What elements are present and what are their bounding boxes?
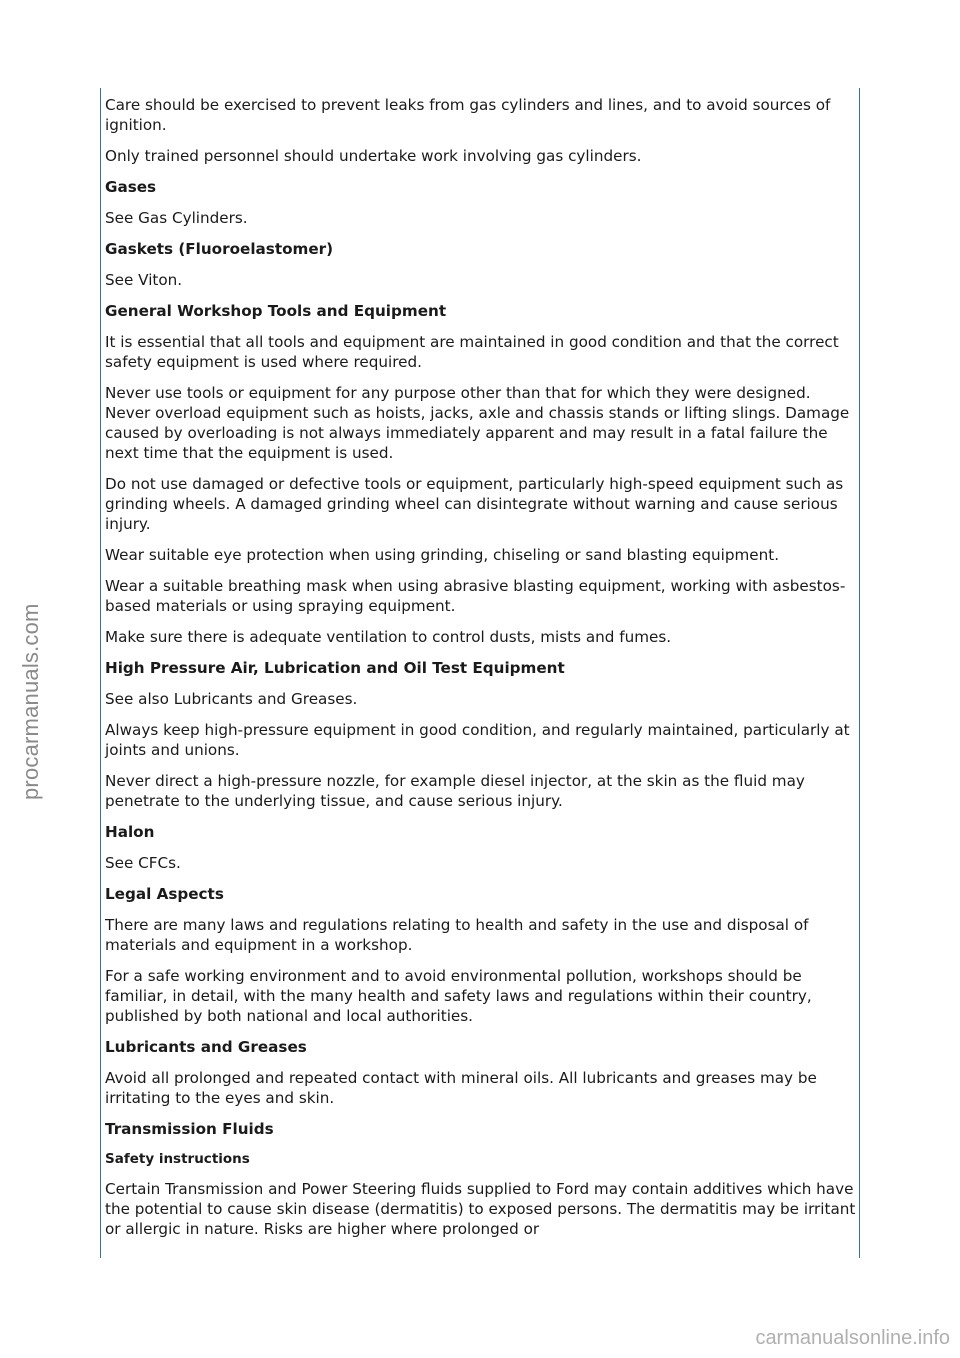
document-body bbox=[105, 95, 859, 1250]
paragraph: See also Lubricants and Greases. bbox=[105, 690, 358, 708]
paragraph: There are many laws and regulations relating to health and safety in the use and disposal of materials and equipment in a workshop. bbox=[105, 916, 809, 954]
paragraph: See CFCs. bbox=[105, 854, 181, 872]
section-heading: General Workshop Tools and Equipment bbox=[105, 302, 447, 320]
paragraph: See Viton. bbox=[105, 271, 183, 289]
subsection-heading: Safety instructions bbox=[105, 1151, 250, 1167]
document-page bbox=[100, 88, 860, 1258]
section-heading: Legal Aspects bbox=[105, 885, 224, 903]
paragraph: Only trained personnel should undertake work involving gas cylinders. bbox=[105, 147, 642, 165]
section-heading: Halon bbox=[105, 823, 155, 841]
paragraph: For a safe working environment and to avoid environmental pollution, workshops should be familiar, in detail, with the many health and safety laws and regulations within their country, published by both national and local authorities. bbox=[105, 967, 812, 1025]
paragraph: Wear suitable eye protection when using grinding, chiseling or sand blasting equipment. bbox=[105, 546, 780, 564]
section-heading: High Pressure Air, Lubrication and Oil Test Equipment bbox=[105, 659, 565, 677]
paragraph: Never direct a high-pressure nozzle, for example diesel injector, at the skin as the fluid may penetrate to the underlying tissue, and cause serious injury. bbox=[105, 772, 805, 810]
paragraph: Always keep high-pressure equipment in good condition, and regularly maintained, particularly at joints and unions. bbox=[105, 721, 850, 759]
section-heading: Gaskets (Fluoroelastomer) bbox=[105, 240, 334, 258]
side-watermark: procarmanuals.com bbox=[18, 603, 43, 800]
paragraph: Never use tools or equipment for any purpose other than that for which they were designed. Never overload equipment such as hoists, jacks, axle and chassis stands or lifting slings. Damage caused by overloading is not always immediately apparent and may result in a fatal failure the next time that the equipment is used. bbox=[105, 384, 850, 462]
paragraph: Avoid all prolonged and repeated contact with mineral oils. All lubricants and greases may be irritating to the eyes and skin. bbox=[105, 1069, 817, 1107]
paragraph: Certain Transmission and Power Steering fluids supplied to Ford may contain additives which have the potential to cause skin disease (dermatitis) to exposed persons. The dermatitis may be irritant or allergic in nature. Risks are higher where prolonged or bbox=[105, 1180, 856, 1238]
paragraph: Make sure there is adequate ventilation to control dusts, mists and fumes. bbox=[105, 628, 672, 646]
paragraph: Do not use damaged or defective tools or equipment, particularly high-speed equipment such as grinding wheels. A damaged grinding wheel can disintegrate without warning and cause serious injury. bbox=[105, 475, 844, 533]
section-heading: Gases bbox=[105, 178, 157, 196]
paragraph: It is essential that all tools and equipment are maintained in good condition and that the correct safety equipment is used where required. bbox=[105, 333, 839, 371]
paragraph: Care should be exercised to prevent leaks from gas cylinders and lines, and to avoid sources of ignition. bbox=[105, 96, 831, 134]
paragraph: See Gas Cylinders. bbox=[105, 209, 248, 227]
section-heading: Lubricants and Greases bbox=[105, 1038, 307, 1056]
section-heading: Transmission Fluids bbox=[105, 1120, 274, 1138]
paragraph: Wear a suitable breathing mask when using abrasive blasting equipment, working with asbestos-based materials or using spraying equipment. bbox=[105, 577, 846, 615]
footer-watermark: carmanualsonline.info bbox=[755, 1327, 950, 1349]
